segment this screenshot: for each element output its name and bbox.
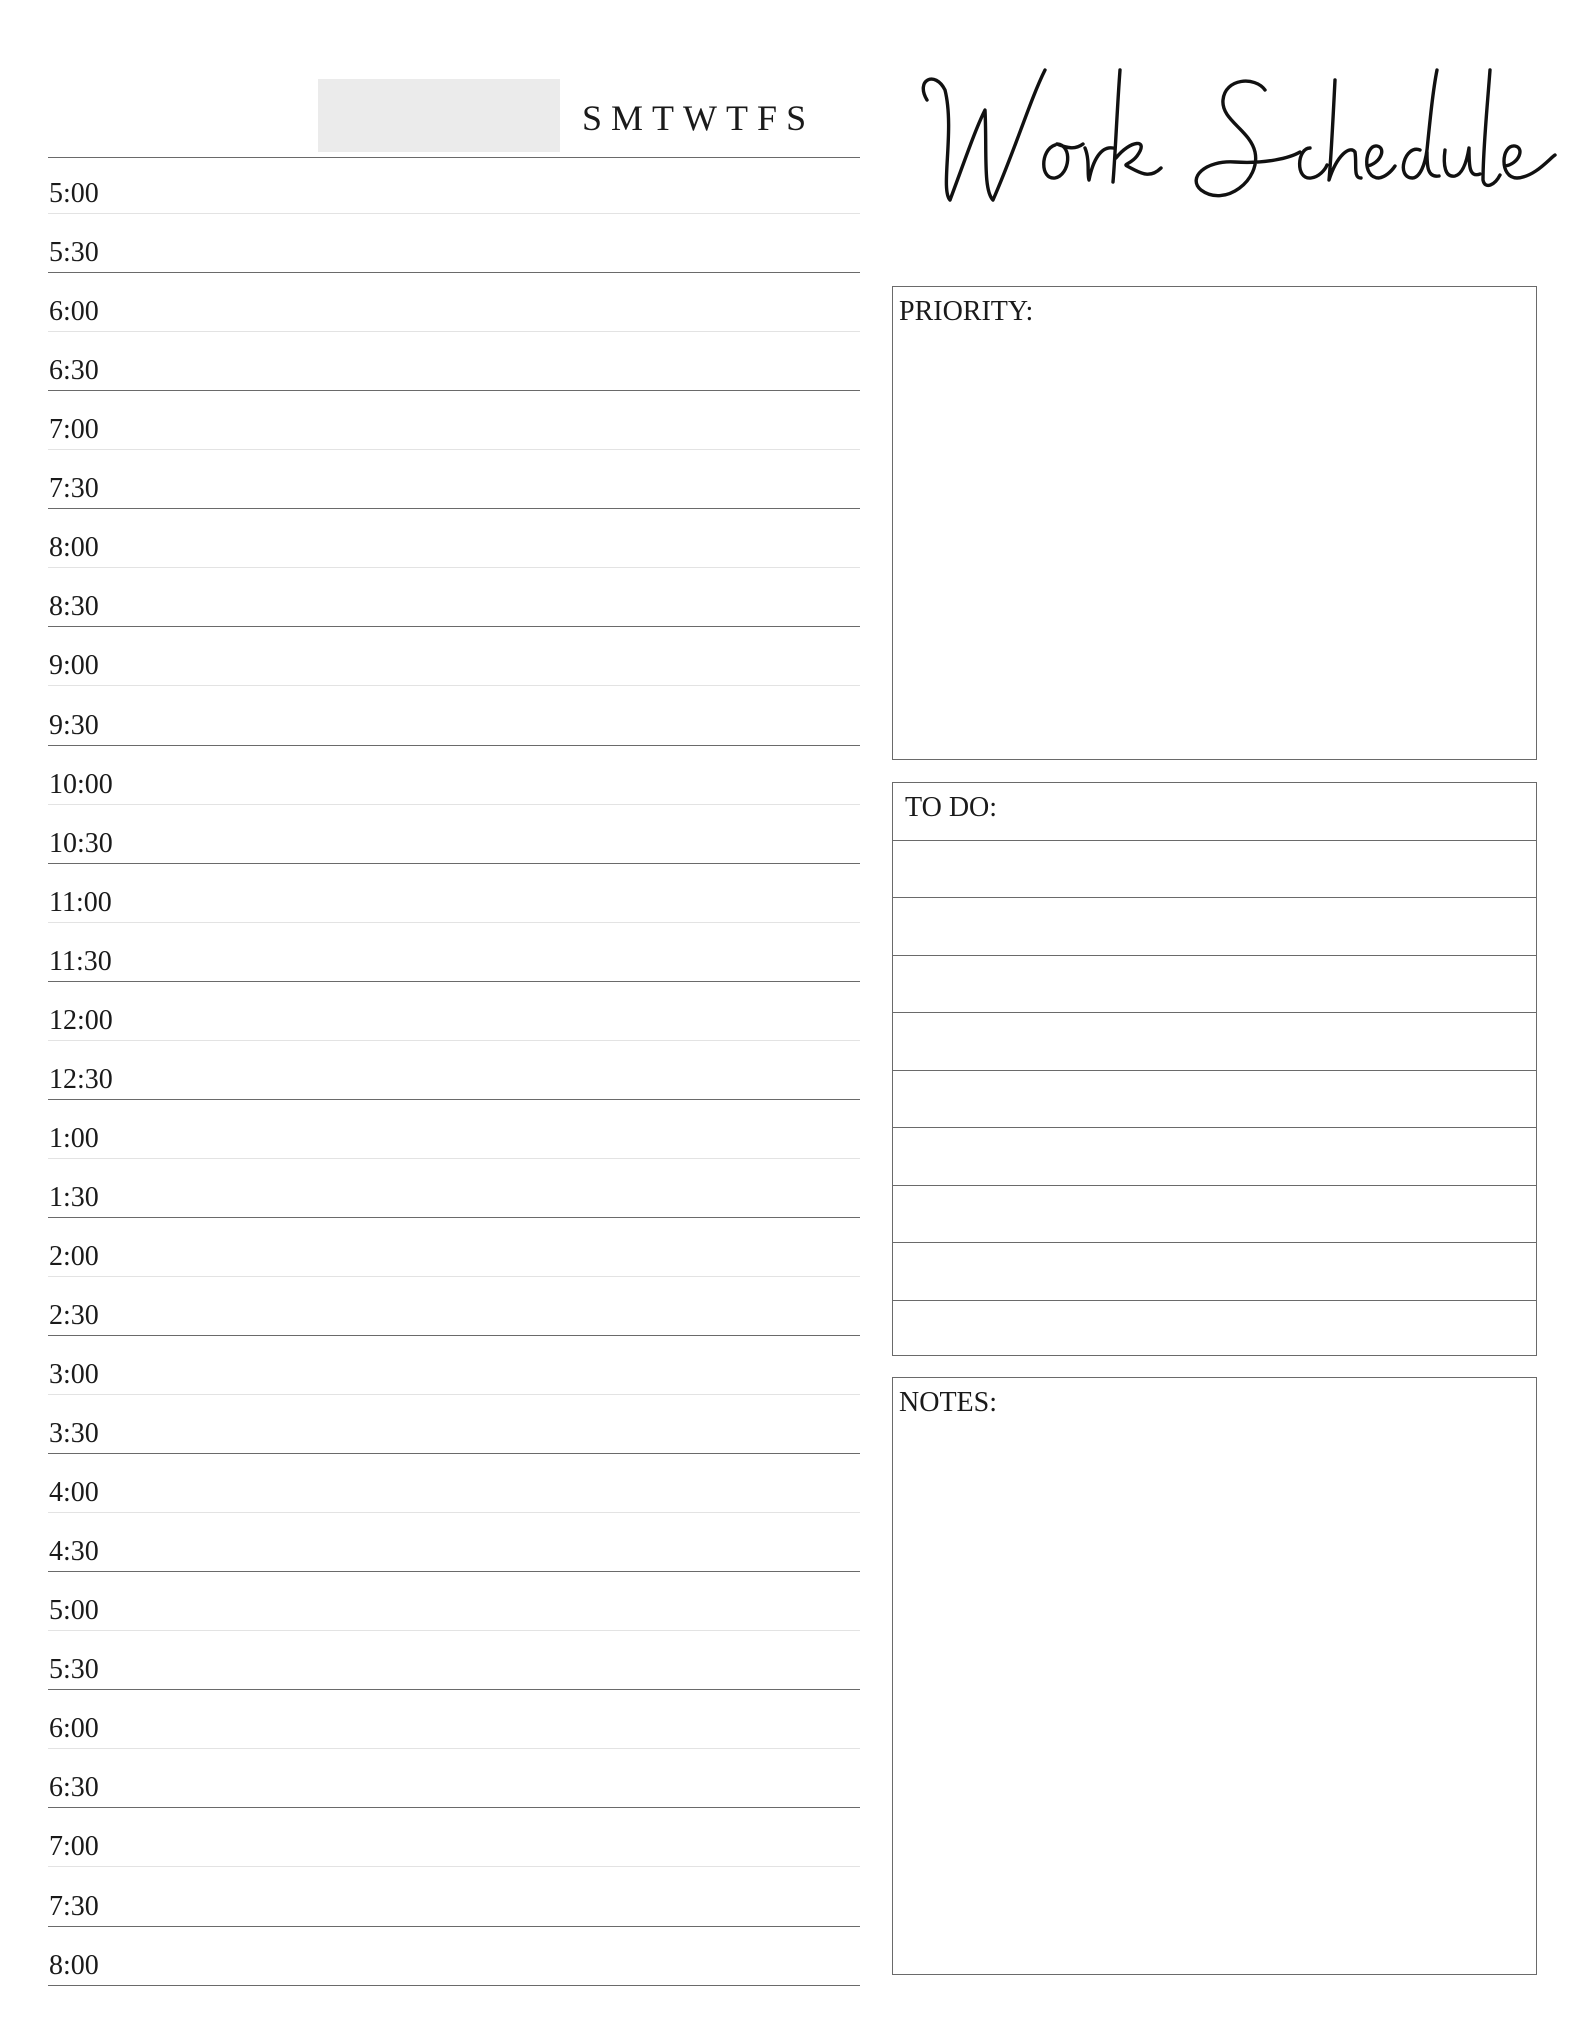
time-label: 7:00 — [49, 414, 99, 446]
time-slot-line[interactable] — [48, 804, 860, 805]
weekday-2[interactable]: T — [652, 98, 684, 138]
time-label: 6:30 — [49, 1772, 99, 1804]
time-label: 3:30 — [49, 1418, 99, 1450]
time-label: 6:00 — [49, 1713, 99, 1745]
page-title — [905, 40, 1565, 240]
time-slot-line[interactable] — [48, 449, 860, 450]
time-label: 12:30 — [49, 1063, 113, 1095]
time-slot-line[interactable] — [48, 567, 860, 568]
todo-item-line[interactable] — [893, 1242, 1536, 1243]
time-label: 5:00 — [49, 1595, 99, 1627]
todo-item-line[interactable] — [893, 955, 1536, 956]
weekday-5[interactable]: F — [757, 98, 787, 138]
time-label: 6:00 — [49, 296, 99, 328]
time-slot-line[interactable] — [48, 685, 860, 686]
time-schedule — [48, 0, 860, 2041]
time-label: 4:00 — [49, 1477, 99, 1509]
weekday-3[interactable]: W — [683, 98, 727, 138]
time-label: 1:30 — [49, 1181, 99, 1213]
time-label: 7:30 — [49, 473, 99, 505]
time-slot-line[interactable] — [48, 1040, 860, 1041]
time-slot-line[interactable] — [48, 1453, 860, 1454]
time-slot-line[interactable] — [48, 1571, 860, 1572]
time-slot-line[interactable] — [48, 1985, 860, 1986]
time-label: 7:30 — [49, 1890, 99, 1922]
time-slot-line[interactable] — [48, 1099, 860, 1100]
time-slot-line[interactable] — [48, 1866, 860, 1867]
time-slot-line[interactable] — [48, 1394, 860, 1395]
time-label: 8:00 — [49, 532, 99, 564]
time-slot-line[interactable] — [48, 922, 860, 923]
time-label: 6:30 — [49, 355, 99, 387]
time-slot-line[interactable] — [48, 745, 860, 746]
time-slot-line[interactable] — [48, 1689, 860, 1690]
time-label: 5:30 — [49, 237, 99, 269]
time-label: 12:00 — [49, 1004, 113, 1036]
notes-label: NOTES: — [899, 1387, 997, 1418]
time-label: 5:00 — [49, 178, 99, 210]
weekday-4[interactable]: T — [726, 98, 758, 138]
time-slot-line[interactable] — [48, 272, 860, 273]
time-label: 10:00 — [49, 768, 113, 800]
todo-label: TO DO: — [905, 792, 998, 823]
todo-box — [892, 782, 1537, 1356]
time-slot-line[interactable] — [48, 1630, 860, 1631]
todo-item-line[interactable] — [893, 1127, 1536, 1128]
time-slot-line[interactable] — [48, 1335, 860, 1336]
time-slot-line[interactable] — [48, 863, 860, 864]
time-slot-line[interactable] — [48, 1807, 860, 1808]
time-label: 11:30 — [49, 945, 112, 977]
time-label: 10:30 — [49, 827, 113, 859]
notes-box[interactable] — [892, 1377, 1537, 1975]
time-label: 3:00 — [49, 1359, 99, 1391]
time-slot-line[interactable] — [48, 508, 860, 509]
time-slot-line[interactable] — [48, 390, 860, 391]
todo-item-line[interactable] — [893, 1012, 1536, 1013]
weekday-0[interactable]: S — [582, 98, 612, 138]
time-slot-line[interactable] — [48, 1276, 860, 1277]
time-label: 5:30 — [49, 1654, 99, 1686]
time-label: 7:00 — [49, 1831, 99, 1863]
time-slot-line[interactable] — [48, 1512, 860, 1513]
priority-label: PRIORITY: — [899, 296, 1034, 327]
time-label: 8:00 — [49, 1949, 99, 1981]
time-label: 11:00 — [49, 886, 112, 918]
todo-item-line[interactable] — [893, 897, 1536, 898]
time-label: 2:30 — [49, 1300, 99, 1331]
time-label: 1:00 — [49, 1122, 99, 1154]
todo-item-line[interactable] — [893, 1070, 1536, 1071]
time-slot-line[interactable] — [48, 981, 860, 982]
time-slot-line[interactable] — [48, 1926, 860, 1927]
time-label: 9:00 — [49, 650, 99, 682]
weekday-6[interactable]: S — [786, 98, 816, 138]
todo-item-line[interactable] — [893, 1185, 1536, 1186]
time-slot-line[interactable] — [48, 1217, 860, 1218]
time-slot-line[interactable] — [48, 213, 860, 214]
time-label: 2:00 — [49, 1240, 99, 1272]
weekday-1[interactable]: M — [611, 98, 653, 138]
time-slot-line[interactable] — [48, 1158, 860, 1159]
time-label: 4:30 — [49, 1536, 99, 1568]
priority-box[interactable] — [892, 286, 1537, 760]
time-slot-line[interactable] — [48, 1748, 860, 1749]
todo-item-line[interactable] — [893, 840, 1536, 841]
todo-item-line[interactable] — [893, 1300, 1536, 1301]
schedule-top-rule — [48, 157, 860, 158]
time-slot-line[interactable] — [48, 626, 860, 627]
time-slot-line[interactable] — [48, 331, 860, 332]
time-label: 8:30 — [49, 591, 99, 623]
time-label: 9:30 — [49, 709, 99, 741]
